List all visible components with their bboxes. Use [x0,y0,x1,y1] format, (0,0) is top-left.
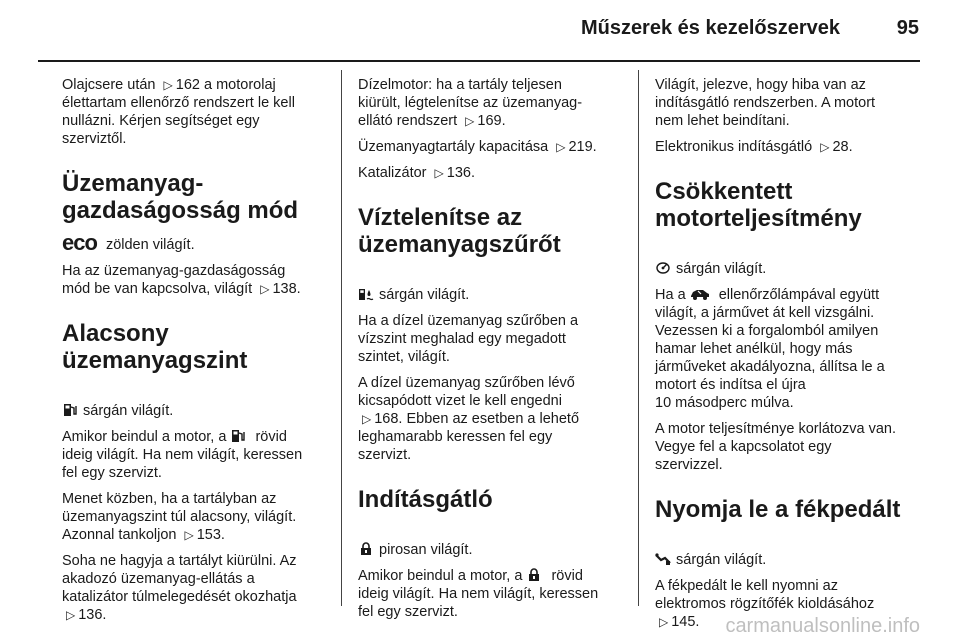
paragraph: Amikor beindul a motor, a rövid ideig világít. Ha nem világít, keressen fel egy szervizt. [62,429,303,481]
column-3 [655,76,927,639]
status-line: pirosan világít. [358,523,626,559]
ref-arrow-icon: ▷ [556,140,566,154]
eco-icon: eco [62,230,97,255]
status-line: eco zölden világít. [62,230,195,255]
ref-arrow-icon: ▷ [434,166,444,180]
paragraph: Ha a ellenőrzőlámpával együtt világít, a járművet át kell vizsgálni. Vezessen ki a forgalomból amilyen hamar lehet anélkül, hogy más járműveket akadályozna, állítsa le a motort és indítsa el újra 10 másodperc múlva. [655,287,885,411]
paragraph: Elektronikus indításgátló ▷ 28. [655,139,853,155]
column-divider [638,70,639,606]
ref-arrow-icon: ▷ [184,528,194,542]
ref-arrow-icon: ▷ [163,78,173,92]
column-1 [62,76,330,632]
paragraph: Ha az üzemanyag-gazdaságosság mód be van kapcsolva, világít ▷ 138. [62,263,301,297]
paragraph: Világít, jelezve, hogy hiba van az indításgátló rendszerben. A motort nem lehet beindítani. [655,77,876,129]
engine-power-icon [655,261,671,275]
paragraph: Soha ne hagyja a tartályt kiürülni. Az akadozó üzemanyag-ellátás a katalizátor túlmelegedését okozhatja ▷ 136. [62,553,297,623]
status-line: sárgán világít. [62,384,330,420]
page-title: Műszerek és kezelőszervek [580,17,840,39]
status-line: sárgán világít. [655,242,927,278]
column-2 [358,76,626,629]
ref-arrow-icon: ▷ [362,412,372,426]
heading-water-in-fuel: Víztelenítse az üzemanyagszűrőt [358,204,561,258]
car-service-icon [690,287,710,301]
paragraph: Olajcsere után ▷ 162 a motorolaj élettartam ellenőrző rendszert le kell nullázni. Kérjen segítséget egy szerviztől. [62,77,295,147]
car-lock-icon [526,568,542,582]
paragraph: Üzemanyagtartály kapacitása ▷ 219. [358,139,597,155]
ref-arrow-icon: ▷ [465,114,475,128]
paragraph: A motor teljesítménye korlátozva van. Vegye fel a kapcsolatot egy szervizzel. [655,421,896,473]
ref-arrow-icon: ▷ [260,282,270,296]
status-line: sárgán világít. [358,268,626,304]
ref-arrow-icon: ▷ [659,615,669,629]
header-rule [38,60,920,62]
paragraph: A fékpedált le kell nyomni az elektromos rögzítőfék kioldásához ▷ 145. [655,578,875,630]
column-divider [341,70,342,606]
heading-reduced-power: Csökkentett motorteljesítmény [655,178,862,232]
paragraph: Katalizátor ▷ 136. [358,165,476,181]
page-number: 95 [896,17,919,39]
car-lock-icon [358,542,374,556]
heading-immobiliser: Indításgátló [358,486,493,513]
paragraph: Amikor beindul a motor, a rövid ideig világít. Ha nem világít, keressen fel egy szervizt. [358,568,599,620]
paragraph: Ha a dízel üzemanyag szűrőben a vízszint meghalad egy megadott szintet, világít. [358,313,579,365]
paragraph: Menet közben, ha a tartályban az üzemanyagszint túl alacsony, világít. Azonnal tankoljon ▷ 153. [62,491,297,543]
fuel-pump-icon [62,403,78,417]
status-line: sárgán világít. [655,533,927,569]
ref-arrow-icon: ▷ [820,140,830,154]
heading-low-fuel: Alacsony üzemanyagszint [62,320,248,374]
page-header [0,0,960,62]
fuel-pump-icon [230,429,246,443]
ref-arrow-icon: ▷ [66,608,76,622]
heading-press-brake: Nyomja le a fékpedált [655,496,901,523]
heading-eco-mode: Üzemanyag- gazdaságosság mód [62,170,299,224]
paragraph: A dízel üzemanyag szűrőben lévő kicsapódott vizet le kell engedni ▷ 168. Ebben az esetben a lehető leghamarabb keressen fel egy szervizt. [358,375,580,463]
paragraph: Dízelmotor: ha a tartály teljesen kiürült, légtelenítse az üzemanyag- ellátó rendszert ▷ 169. [358,77,583,129]
water-in-fuel-icon [358,287,374,301]
brake-pedal-icon [655,552,671,566]
watermark: carmanualsonline.info [725,615,920,637]
